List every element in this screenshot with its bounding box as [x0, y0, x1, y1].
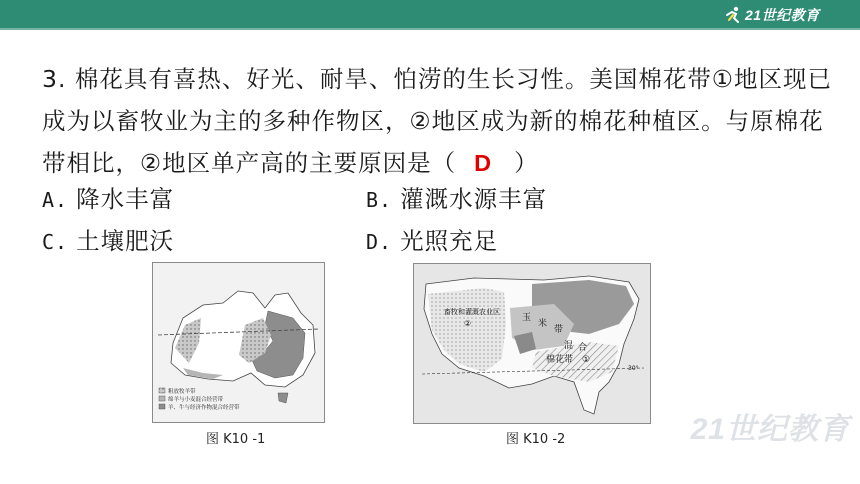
legend-swatch-1 [159, 388, 165, 393]
question-text: 3. 棉花具有喜热、好光、耐旱、怕涝的生长习性。美国棉花带①地区现已成为以畜牧业为主的多种作物区，②地区成为新的棉花种植区。与原棉花带相比，②地区单产高的主要原因是（ [42, 65, 832, 177]
legend-swatch-3 [159, 404, 165, 409]
figure-1-caption: 图 K10 -1 [206, 432, 266, 447]
australia-map-svg [153, 263, 324, 422]
legend-label-1: 粗放牧羊带 [168, 389, 196, 395]
runner-icon [724, 6, 742, 24]
figure-2-caption: 图 K10 -2 [506, 432, 566, 447]
cotton-belt-label: 棉花带 [546, 355, 574, 365]
option-d-label: D. [366, 230, 393, 254]
corn-label-2: 米 [538, 319, 548, 329]
mixed-label-2: 合 [578, 343, 588, 353]
option-a-text: 降水丰富 [76, 185, 175, 213]
option-a[interactable] [42, 178, 174, 221]
answer-mark: D [474, 150, 493, 176]
latitude-label: 30° [628, 365, 639, 372]
brand-name: 21世纪教育 [745, 7, 820, 23]
corn-label-3: 带 [554, 325, 564, 335]
option-b-label: B. [366, 188, 393, 212]
option-b[interactable] [366, 178, 547, 221]
figure-usa-map [413, 263, 651, 424]
option-d-text: 光照充足 [400, 227, 499, 255]
legend-label-3: 羊、牛与经济作物混合经营带 [168, 405, 240, 411]
watermark: 21世纪教育 [690, 413, 850, 446]
region-1-number: ① [582, 355, 591, 365]
option-b-text: 灌溉水源丰富 [400, 185, 548, 213]
question-stem [42, 58, 832, 184]
option-a-label: A. [42, 188, 69, 212]
legend-swatch-2 [159, 396, 165, 401]
figure-australia-map [152, 262, 325, 423]
option-c-text: 土壤肥沃 [76, 227, 175, 255]
brand-logo [724, 5, 820, 25]
usa-map-svg [414, 264, 650, 423]
region-2-label: 畜牧和灌溉农业区 [444, 308, 500, 316]
option-c[interactable] [42, 220, 174, 263]
header-divider [0, 28, 860, 30]
option-c-label: C. [42, 230, 69, 254]
mixed-label-1: 混 [564, 341, 574, 351]
option-d[interactable] [366, 220, 498, 263]
question-close: ） [514, 149, 539, 177]
legend-label-2: 绵羊与小麦混合经营带 [168, 397, 224, 403]
corn-label-1: 玉 [522, 313, 532, 323]
region-2-number: ② [464, 319, 472, 328]
